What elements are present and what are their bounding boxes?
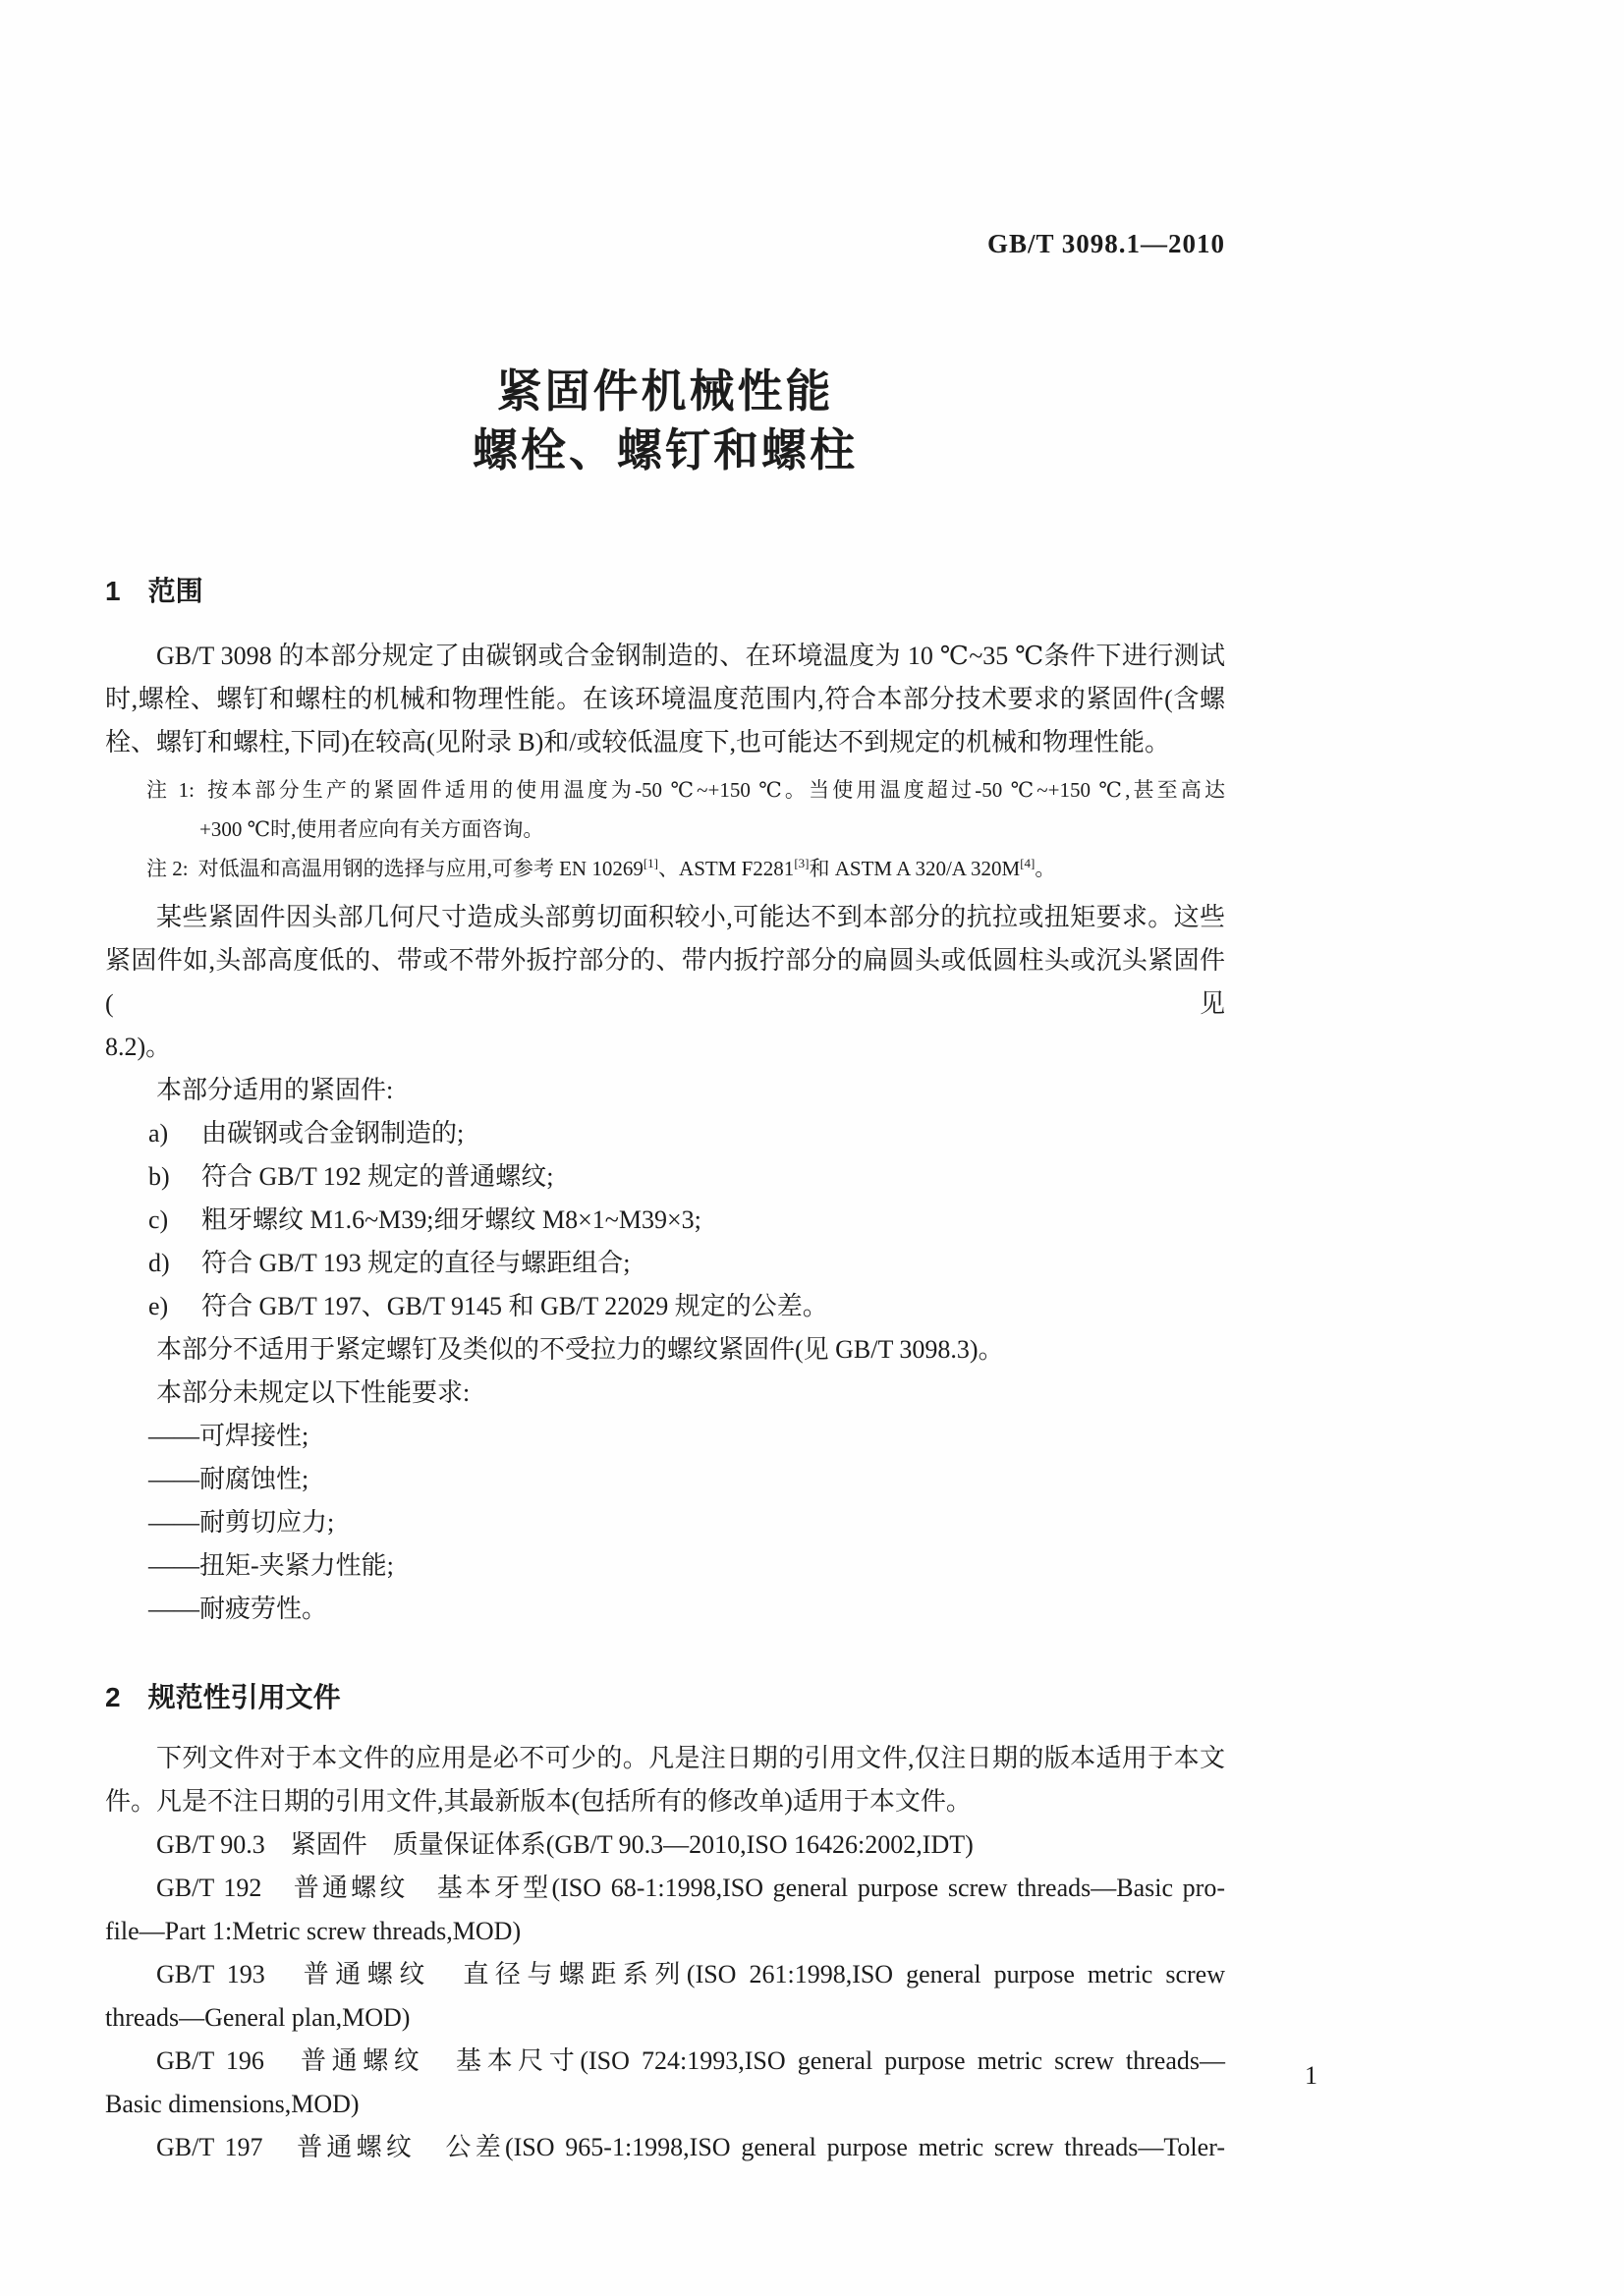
- dash-item: ——可焊接性;: [148, 1422, 309, 1450]
- reference-line: GB/T 196 普通螺纹 基本尺寸(ISO 724:1993,ISO general purpose metric screw threads—: [156, 2046, 1225, 2075]
- section-title: 范围: [147, 576, 203, 606]
- list-item-text: 符合 GB/T 192 规定的普通螺纹;: [201, 1162, 554, 1191]
- note-1-line-1: [105, 770, 1225, 810]
- section-number: 2: [105, 1682, 121, 1712]
- list-item-text: 粗牙螺纹 M1.6~M39;细牙螺纹 M8×1~M39×3;: [201, 1205, 701, 1234]
- reference-line: GB/T 193 普通螺纹 直径与螺距系列(ISO 261:1998,ISO general purpose metric screw: [156, 1960, 1225, 1988]
- paragraph: [105, 896, 1225, 1069]
- para-line: 栓、螺钉和螺柱,下同)在较高(见附录 B)和/或较低温度下,也可能达不到规定的机械和物理性能。: [105, 728, 1171, 756]
- para-line: 某些紧固件因头部几何尺寸造成头部剪切面积较小,可能达不到本部分的抗拉或扭矩要求。这些: [156, 903, 1225, 931]
- list-item-text: 符合 GB/T 197、GB/T 9145 和 GB/T 22029 规定的公差。: [201, 1292, 828, 1320]
- dash-item: ——扭矩-夹紧力性能;: [148, 1551, 394, 1580]
- para-line: GB/T 3098 的本部分规定了由碳钢或合金钢制造的、在环境温度为 10 ℃~35 ℃条件下进行测试: [156, 642, 1225, 670]
- reference-line: GB/T 90.3 紧固件 质量保证体系(GB/T 90.3—2010,ISO 16426:2002,IDT): [156, 1830, 974, 1859]
- dash-item: ——耐剪切应力;: [148, 1508, 335, 1537]
- list-item-label: b): [148, 1162, 170, 1191]
- note-2: [105, 849, 1225, 888]
- para-line: 下列文件对于本文件的应用是必不可少的。凡是注日期的引用文件,仅注日期的版本适用于本文: [156, 1744, 1225, 1772]
- para-line: 8.2)。: [105, 1033, 172, 1061]
- dash-item: ——耐腐蚀性;: [148, 1465, 309, 1493]
- list-item-text: 符合 GB/T 193 规定的直径与螺距组合;: [201, 1249, 631, 1277]
- reference-line: GB/T 192 普通螺纹 基本牙型(ISO 68-1:1998,ISO general purpose screw threads—Basic pro-: [156, 1874, 1225, 1902]
- para-line: 本部分适用的紧固件:: [156, 1076, 394, 1104]
- paragraph: [105, 635, 1225, 764]
- para-line: 本部分不适用于紧定螺钉及类似的不受拉力的螺纹紧固件(见 GB/T 3098.3)。: [156, 1335, 1004, 1364]
- list-item: [105, 1155, 1225, 1199]
- references-list: [105, 1823, 1225, 2169]
- superscript-ref: [1]: [643, 856, 659, 870]
- section-number: 1: [105, 576, 121, 606]
- section-2-heading: [105, 1680, 1225, 1715]
- lettered-list: [105, 1112, 1225, 1328]
- list-item-text: 由碳钢或合金钢制造的;: [201, 1119, 465, 1148]
- reference-line: threads—General plan,MOD): [105, 2003, 411, 2032]
- list-item-label: c): [148, 1205, 169, 1234]
- list-item: [105, 1242, 1225, 1285]
- para-line: 紧固件如,头部高度低的、带或不带外扳拧部分的、带内扳拧部分的扁圆头或低圆柱头或沉头紧固件(见: [105, 946, 1225, 1018]
- note-text: 对低温和高温用钢的选择与应用,可参考 EN 10269: [197, 857, 644, 880]
- note-text: 、ASTM F2281: [658, 857, 795, 880]
- para-line: 件。凡是不注日期的引用文件,其最新版本(包括所有的修改单)适用于本文件。: [105, 1787, 972, 1816]
- page-number: 1: [1305, 2061, 1317, 2090]
- doc-code: GB/T 3098.1—2010: [986, 229, 1225, 258]
- list-item-label: a): [148, 1119, 169, 1148]
- paragraph: [105, 1737, 1225, 1823]
- note-text: 按本部分生产的紧固件适用的使用温度为-50 ℃~+150 ℃。当使用温度超过-50 ℃~+150 ℃,甚至高达: [203, 778, 1225, 802]
- dash-item: ——耐疲劳性。: [148, 1595, 328, 1623]
- section-1-heading: [105, 574, 1225, 609]
- doc-title: [105, 362, 1225, 479]
- list-item: [105, 1112, 1225, 1155]
- note-text: 和 ASTM A 320/A 320M: [809, 857, 1021, 880]
- superscript-ref: [3]: [794, 856, 810, 870]
- reference-line: file—Part 1:Metric screw threads,MOD): [105, 1917, 522, 1945]
- dash-list: [105, 1415, 1225, 1631]
- list-item: [105, 1285, 1225, 1328]
- para-line: 本部分未规定以下性能要求:: [156, 1378, 471, 1407]
- superscript-ref: [4]: [1020, 856, 1036, 870]
- notes-block: [105, 770, 1225, 888]
- note-1-line-2: +300 ℃时,使用者应向有关方面咨询。: [199, 817, 544, 841]
- reference-line: Basic dimensions,MOD): [105, 2090, 360, 2118]
- list-item: [105, 1199, 1225, 1242]
- reference-line: GB/T 197 普通螺纹 公差(ISO 965-1:1998,ISO general purpose metric screw threads—Toler-: [156, 2133, 1225, 2161]
- page-content: [105, 0, 1225, 2169]
- note-label: 注 1:: [146, 778, 195, 802]
- section-title: 规范性引用文件: [147, 1682, 341, 1712]
- list-item-label: e): [148, 1292, 169, 1320]
- note-label: 注 2:: [146, 857, 189, 880]
- doc-title-line-1: 紧固件机械性能: [496, 365, 834, 417]
- para-line: 时,螺栓、螺钉和螺柱的机械和物理性能。在该环境温度范围内,符合本部分技术要求的紧固件(含螺: [105, 685, 1225, 713]
- doc-title-line-2: 螺栓、螺钉和螺柱: [473, 424, 858, 476]
- note-text: 。: [1035, 857, 1056, 880]
- list-item-label: d): [148, 1249, 170, 1277]
